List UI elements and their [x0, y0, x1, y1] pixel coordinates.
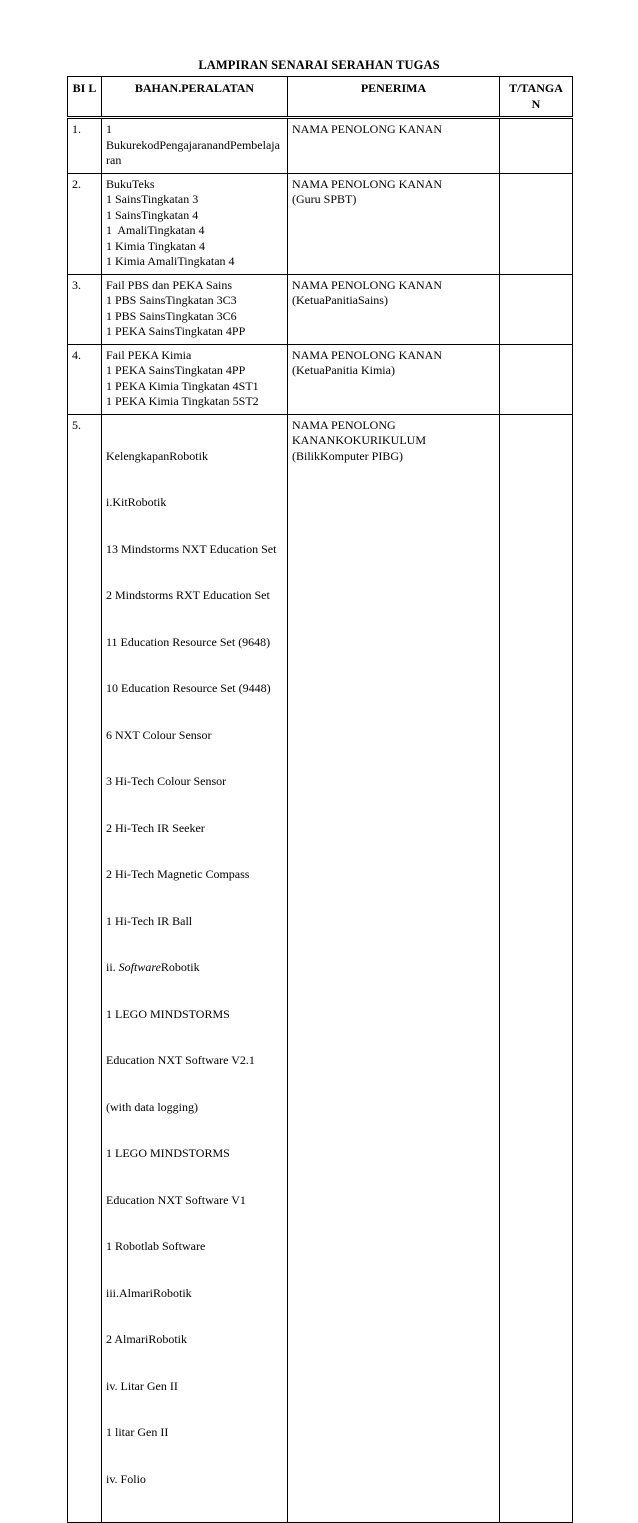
recipient-line: NAMA PENOLONG KANAN: [292, 347, 442, 362]
item-line: BukurekodPengajaranandPembelajaran: [106, 137, 280, 167]
recipient-line: NAMA PENOLONG KANAN: [292, 176, 442, 191]
item-line: Fail PEKA Kimia: [106, 347, 192, 362]
recipient-cell: [288, 274, 500, 344]
item-line: Education NXT Software V1: [106, 1192, 246, 1207]
header-bil: BI L: [68, 77, 102, 118]
item-line: 1 Kimia AmaliTingkatan 4: [106, 254, 235, 268]
item-line: 10 Education Resource Set (9448): [106, 681, 271, 695]
header-bahan: BAHAN.PERALATAN: [102, 77, 288, 118]
item-line: iv. Folio: [106, 1471, 146, 1486]
signature-cell: [500, 414, 573, 1523]
table-row: [68, 414, 573, 1523]
item-line: 2 Hi-Tech Magnetic Compass: [106, 867, 250, 881]
table-row: [68, 344, 573, 414]
item-line: 2 Hi-Tech IR Seeker: [106, 820, 205, 835]
item-line: 2 Mindstorms RXT Education Set: [106, 588, 270, 602]
item-line: 1 PEKA SainsTingkatan 4PP: [106, 363, 246, 377]
item-line: 1 litar Gen II: [106, 1425, 169, 1439]
row-number: 4.: [68, 344, 102, 414]
recipient-line: NAMA PENOLONG: [292, 417, 396, 432]
table-row: [68, 173, 573, 274]
handover-table: [67, 76, 573, 1523]
item-line: 1 SainsTingkatan 4: [106, 207, 199, 222]
header-tandatangan: T/TANGA N: [500, 77, 573, 118]
item-line: 6 NXT Colour Sensor: [106, 727, 212, 742]
item-line: 1 AmaliTingkatan 4: [106, 223, 205, 237]
item-cell: [102, 274, 288, 344]
recipient-line: (BilikKomputer PIBG): [292, 448, 403, 463]
item-line: 1 Kimia Tingkatan 4: [106, 238, 206, 253]
recipient-cell: [288, 173, 500, 274]
recipient-line: NAMA PENOLONG KANAN: [292, 122, 442, 136]
recipient-line: (Guru SPBT): [292, 192, 357, 206]
item-line: iv. Litar Gen II: [106, 1378, 178, 1393]
item-line: 1 PBS SainsTingkatan 3C3: [106, 293, 237, 307]
recipient-cell: [288, 118, 500, 174]
item-line: (with data logging): [106, 1099, 198, 1114]
row-number: 3.: [68, 274, 102, 344]
item-line: iii.AlmariRobotik: [106, 1285, 192, 1300]
item-line: 1 LEGO MINDSTORMS: [106, 1146, 230, 1160]
recipient-line: KANANKOKURIKULUM: [292, 433, 426, 447]
item-cell: [102, 118, 288, 174]
signature-cell: [500, 118, 573, 174]
table-header-row: [68, 77, 573, 118]
recipient-line: NAMA PENOLONG KANAN: [292, 277, 442, 292]
item-line: 11 Education Resource Set (9648): [106, 634, 271, 649]
item-line: 1 PEKA SainsTingkatan 4PP: [106, 324, 246, 338]
recipient-cell: [288, 344, 500, 414]
recipient-line: (KetuaPanitiaSains): [292, 293, 388, 307]
item-line: i.KitRobotik: [106, 495, 167, 509]
signature-cell: [500, 344, 573, 414]
item-line: 1 LEGO MINDSTORMS: [106, 1006, 230, 1021]
header-penerima: PENERIMA: [288, 77, 500, 118]
item-line: 1: [106, 122, 112, 136]
item-line: 1 PEKA Kimia Tingkatan 4ST1: [106, 378, 259, 393]
item-line: 1 Hi-Tech IR Ball: [106, 913, 193, 928]
item-line: 1 SainsTingkatan 3: [106, 192, 199, 206]
item-line: 1 PEKA Kimia Tingkatan 5ST2: [106, 394, 259, 408]
row-number: 5.: [68, 414, 102, 1523]
signature-cell: [500, 274, 573, 344]
item-line: KelengkapanRobotik: [106, 448, 208, 463]
row-number: 1.: [68, 118, 102, 174]
item-line: Education NXT Software V2.1: [106, 1053, 255, 1067]
item-line: Fail PBS dan PEKA Sains: [106, 277, 233, 292]
page-title: LAMPIRAN SENARAI SERAHAN TUGAS: [198, 58, 440, 72]
item-line: 13 Mindstorms NXT Education Set: [106, 541, 277, 556]
item-line: 1 Robotlab Software: [106, 1239, 206, 1253]
item-cell: [102, 173, 288, 274]
item-line: 2 AlmariRobotik: [106, 1332, 187, 1346]
software-word: Software: [118, 960, 161, 974]
item-line: ii. SoftwareRobotik: [106, 960, 200, 974]
table-row: [68, 118, 573, 174]
recipient-cell: [288, 414, 500, 1523]
item-cell: [102, 344, 288, 414]
item-line: 1 PBS SainsTingkatan 3C6: [106, 308, 237, 323]
item-line: 3 Hi-Tech Colour Sensor: [106, 774, 227, 788]
item-line: BukuTeks: [106, 176, 155, 191]
table-row: [68, 274, 573, 344]
signature-cell: [500, 173, 573, 274]
row-number: 2.: [68, 173, 102, 274]
recipient-line: (KetuaPanitia Kimia): [292, 363, 395, 377]
item-cell: [102, 414, 288, 1523]
